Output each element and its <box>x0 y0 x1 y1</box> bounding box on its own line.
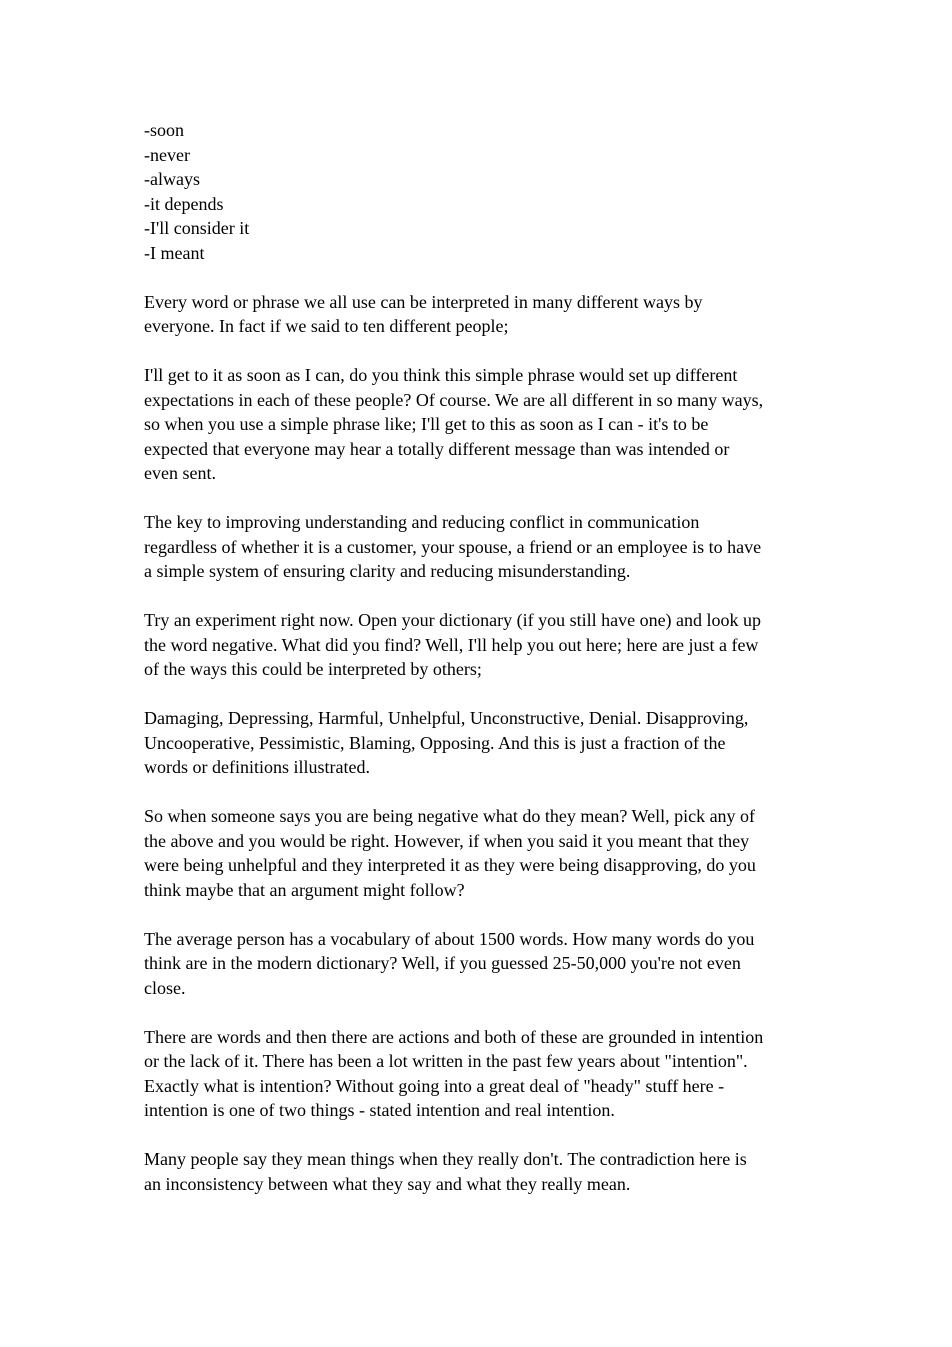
text-line: a simple system of ensuring clarity and reducing misunderstanding. <box>144 561 631 581</box>
text-line: Damaging, Depressing, Harmful, Unhelpful, Unconstructive, Denial. Disapproving, <box>144 708 749 728</box>
list-item: -I'll consider it <box>144 218 250 238</box>
text-line: expected that everyone may hear a totally different message than was intended or <box>144 438 730 459</box>
list-item: -soon <box>144 120 184 140</box>
text-line: Many people say they mean things when they really don't. The contradiction here is <box>144 1149 747 1169</box>
text-line: of the ways this could be interpreted by others; <box>144 659 482 679</box>
text-line: expectations in each of these people? Of course. We are all different in so many ways, <box>144 389 764 410</box>
text-line: think maybe that an argument might follow? <box>144 879 465 900</box>
paragraph-vocabulary <box>144 927 824 1001</box>
word-list <box>144 118 824 265</box>
text-line: Try an experiment right now. Open your dictionary (if you still have one) and look up <box>144 610 762 630</box>
text-line: intention is one of two things - stated intention and real intention. <box>144 1100 615 1120</box>
text-line: I'll get to it as soon as I can, do you think this simple phrase would set up different <box>144 365 738 385</box>
text-line: even sent. <box>144 463 216 483</box>
paragraph-experiment <box>144 608 824 682</box>
text-line: Every word or phrase we all use can be interpreted in many different ways by <box>144 291 703 312</box>
text-line: Exactly what is intention? Without going into a great deal of "heady" stuff here - <box>144 1075 725 1096</box>
text-line: the word negative. What did you find? Well, I'll help you out here; here are just a few <box>144 634 759 655</box>
document-body <box>144 118 824 1221</box>
list-item: -I meant <box>144 242 205 263</box>
list-item: -it depends <box>144 193 224 214</box>
text-line: an inconsistency between what they say and what they really mean. <box>144 1173 631 1194</box>
paragraph-expectations <box>144 363 824 486</box>
paragraph-intention <box>144 1025 824 1123</box>
text-line: or the lack of it. There has been a lot written in the past few years about "intention". <box>144 1051 748 1071</box>
text-line: close. <box>144 977 186 998</box>
text-line: the above and you would be right. However, if when you said it you meant that they <box>144 830 750 851</box>
paragraph-definitions <box>144 706 824 780</box>
paragraph-key <box>144 510 824 584</box>
paragraph-negative <box>144 804 824 902</box>
text-line: So when someone says you are being negative what do they mean? Well, pick any of <box>144 806 756 826</box>
text-line: The average person has a vocabulary of about 1500 words. How many words do you <box>144 928 755 949</box>
paragraph-interpretation <box>144 290 824 339</box>
text-line: The key to improving understanding and reducing conflict in communication <box>144 512 700 532</box>
text-line: There are words and then there are actions and both of these are grounded in intention <box>144 1026 764 1047</box>
text-line: regardless of whether it is a customer, your spouse, a friend or an employee is to have <box>144 536 762 557</box>
text-line: think are in the modern dictionary? Well, if you guessed 25-50,000 you're not even <box>144 953 741 973</box>
paragraph-contradiction <box>144 1147 824 1196</box>
text-line: everyone. In fact if we said to ten different people; <box>144 316 509 336</box>
list-item: -never <box>144 144 190 165</box>
list-item: -always <box>144 169 200 189</box>
text-line: words or definitions illustrated. <box>144 757 370 777</box>
text-line: Uncooperative, Pessimistic, Blaming, Opposing. And this is just a fraction of the <box>144 732 726 753</box>
text-line: were being unhelpful and they interpreted it as they were being disapproving, do you <box>144 855 756 875</box>
text-line: so when you use a simple phrase like; I'll get to this as soon as I can - it's to be <box>144 414 709 434</box>
